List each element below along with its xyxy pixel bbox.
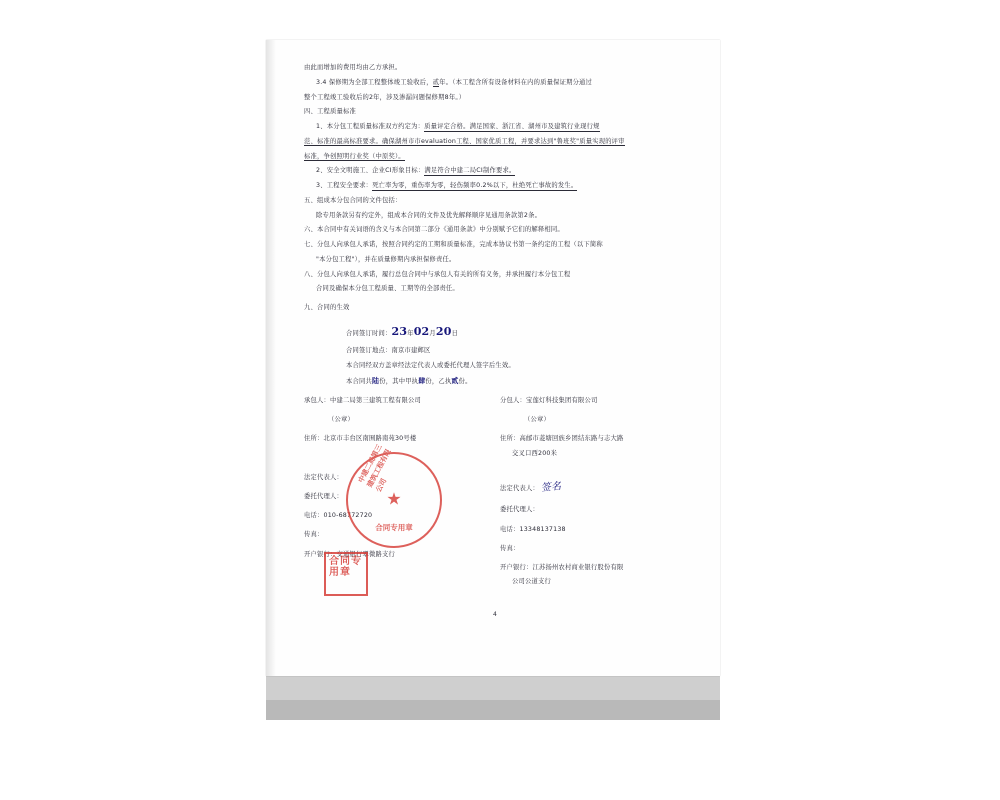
contractor-address: 住所：北京市丰台区南囿路南苑30号楼 — [304, 435, 417, 443]
subcontractor-bank: 开户银行：江苏扬州农村商业银行股份有限 — [500, 564, 624, 572]
paragraph-line — [304, 92, 686, 104]
subcontractor-address-row-2 — [500, 448, 690, 460]
text-run: 日 — [451, 330, 459, 338]
signing-date-month: 02 — [413, 325, 430, 339]
subcontractor-seal-row — [500, 414, 690, 426]
subcontractor-bank-row-2 — [500, 576, 690, 588]
subcontractor-column — [500, 395, 690, 596]
copies-party-b-value: 贰 — [451, 376, 459, 386]
text-run: 整个工程竣工验收后的2年，涉及渗漏问题保修期8年。） — [304, 93, 466, 101]
text-run: 年。（本工程含所有设备材料在内的质量保证期分通过 — [439, 78, 593, 86]
handwritten-signature: 签名 — [540, 480, 563, 494]
text-run: 九、合同的生效 — [304, 303, 350, 311]
paragraph-ci-target — [304, 165, 686, 177]
text-run: 由此而增加的费用均由乙方承担。 — [304, 64, 402, 71]
subcontractor-fax-row — [500, 543, 690, 555]
heading-section-5 — [304, 195, 686, 207]
contractor-seal-row — [304, 414, 494, 426]
signing-copies-row — [304, 374, 686, 388]
text-run: 1、本分包工程质量标准双方约定为： — [316, 123, 425, 131]
paragraph-line — [304, 283, 686, 295]
subcontractor-seal-label: （公章） — [524, 416, 550, 424]
subcontractor-legal-rep-row — [500, 478, 690, 498]
signing-date-label: 合同签订时间： — [346, 330, 392, 338]
text-run: 年 — [407, 330, 414, 338]
contractor-fax-row — [304, 529, 494, 541]
text-run: 七、分包人向承包人承诺，按照合同约定的工期和质量标准，完成本协议书第一条约定的工程（以下简称 — [304, 241, 603, 249]
signing-date-row — [304, 321, 686, 342]
text-run: "本分包工程"），并在质量修期内承担保修责任。 — [316, 255, 456, 263]
subcontractor-phone: 电话：13348137138 — [500, 525, 566, 533]
company-square-seal: 合同专用章 — [324, 552, 368, 596]
signing-place-row — [304, 345, 686, 357]
text-run: 3.4 保修期为全部工程整体竣工验收后， — [316, 78, 433, 86]
subcontractor-legal-rep-label: 法定代表人： — [500, 484, 539, 492]
signing-effect-row — [304, 360, 686, 372]
contractor-address-row — [304, 433, 494, 445]
copies-total-value: 陆 — [372, 376, 380, 386]
contractor-agent-row — [304, 491, 494, 503]
subcontractor-agent-label: 委托代理人： — [500, 506, 539, 514]
document-body — [304, 62, 686, 620]
text-run: 四、工程质量标准 — [304, 108, 356, 116]
text-run: 合同及确保本分包工程质量、工期等的全部责任。 — [316, 285, 459, 293]
contractor-bank-row — [304, 549, 494, 561]
contractor-seal-label: （公章） — [328, 416, 354, 424]
subcontractor-address-line2: 交叉口西200米 — [512, 449, 558, 457]
subcontractor-address: 住所：高邮市菱塘回族乡团结东路与志大路 — [500, 435, 624, 443]
text-run: 份，其中甲执 — [379, 378, 419, 386]
contractor-phone: 电话：010-68772720 — [304, 512, 373, 520]
filled-value-safety: 死亡率为零，重伤率为零，轻伤频率0.2%以下，杜绝死亡事故的发生。 — [372, 182, 578, 190]
contractor-bank: 开户银行：交通银行翠微路支行 — [304, 550, 395, 558]
filled-value-ci: 满足符合中建二局CI制作要求。 — [424, 167, 516, 175]
filled-value-warranty-years: 贰 — [432, 78, 440, 86]
text-run: 除专用条款另有约定外，组成本合同的文件及优先解释顺序见通用条款第2条。 — [316, 211, 542, 219]
signing-place-label: 合同签订地点：南京市建邺区 — [346, 346, 431, 354]
copies-party-a-value: 肆 — [418, 376, 426, 386]
text-run: 2、安全文明施工、企业CI形象目标： — [316, 167, 425, 175]
contractor-agent-label: 委托代理人： — [304, 492, 343, 500]
paragraph-safety — [304, 180, 686, 192]
text-run: 八、分包人向承包人承诺，履行总包合同中与承包人有关的所有义务，并承担履行本分包工程 — [304, 270, 571, 278]
heading-section-8 — [304, 269, 686, 281]
contractor-column — [304, 395, 494, 568]
seal-star-icon: ★ — [386, 489, 402, 510]
text-run: 五、组成本分包合同的文件包括： — [304, 196, 402, 204]
contractor-legal-rep-row — [304, 472, 494, 484]
subcontractor-bank-row — [500, 562, 690, 574]
paragraph-line — [304, 210, 686, 222]
subcontractor-address-row — [500, 433, 690, 445]
scanned-document-page — [266, 40, 720, 676]
heading-section-9 — [304, 302, 686, 314]
heading-section-6 — [304, 224, 686, 236]
signing-effect-label: 本合同经双方盖章经法定代表人或委托代理人签字后生效。 — [346, 361, 515, 369]
subcontractor-bank-line2: 公司公道支行 — [512, 578, 551, 586]
paragraph-line — [304, 136, 686, 148]
paragraph-quality-standard — [304, 121, 686, 133]
text-run: 本合同共 — [346, 378, 372, 386]
seal-company-name: 中建二局第三建筑工程有限公司 — [356, 443, 393, 494]
page-number: 4 — [492, 610, 498, 618]
signing-date-year: 23 — [391, 325, 408, 339]
heading-section-7 — [304, 239, 686, 251]
subcontractor-name-row — [500, 395, 690, 407]
paragraph-line — [304, 254, 686, 266]
paragraph-line — [304, 151, 686, 163]
paragraph-line — [304, 62, 686, 74]
heading-section-4 — [304, 106, 686, 118]
seal-bottom-text: 合同专用章 — [375, 523, 413, 532]
contractor-legal-rep-label: 法定代表人： — [304, 473, 343, 481]
subcontractor-phone-row — [500, 524, 690, 536]
filled-value-quality: 质量评定合格。满足国家、浙江省、湖州市及建筑行业现行规 — [424, 123, 600, 131]
contractor-name: 承包人：中建二局第三建筑工程有限公司 — [304, 396, 421, 404]
text-run: 月 — [429, 330, 436, 338]
contractor-name-row — [304, 395, 494, 407]
signing-date-day: 20 — [435, 325, 452, 339]
subcontractor-agent-row — [500, 504, 690, 516]
subcontractor-fax: 传真： — [500, 544, 520, 552]
text-run: 份。 — [458, 378, 472, 386]
subcontractor-name: 分包人：宝莲灯科技集团有限公司 — [500, 396, 598, 404]
contractor-fax: 传真： — [304, 531, 324, 539]
text-run: 六、本合同中有关词语的含义与本合同第二部分《通用条款》中分别赋予它们的解释相同。 — [304, 226, 564, 234]
contractor-phone-row — [304, 510, 494, 522]
filled-value-quality-cont: 范、标准的最高标准要求。确保湖州市市evaluation工程、国家优质工程，并要求达到"鲁班奖"质量实现的评审 — [304, 137, 625, 145]
filled-value-quality-cont2: 标准，争创照明行业奖（中原奖）。 — [304, 152, 405, 160]
paragraph-clause-3-4 — [304, 77, 686, 89]
parties-block — [304, 395, 686, 605]
text-run: 3、工程安全要求： — [316, 182, 373, 190]
text-run: 份，乙执 — [425, 378, 452, 386]
photo-background-band-lower — [266, 700, 720, 720]
